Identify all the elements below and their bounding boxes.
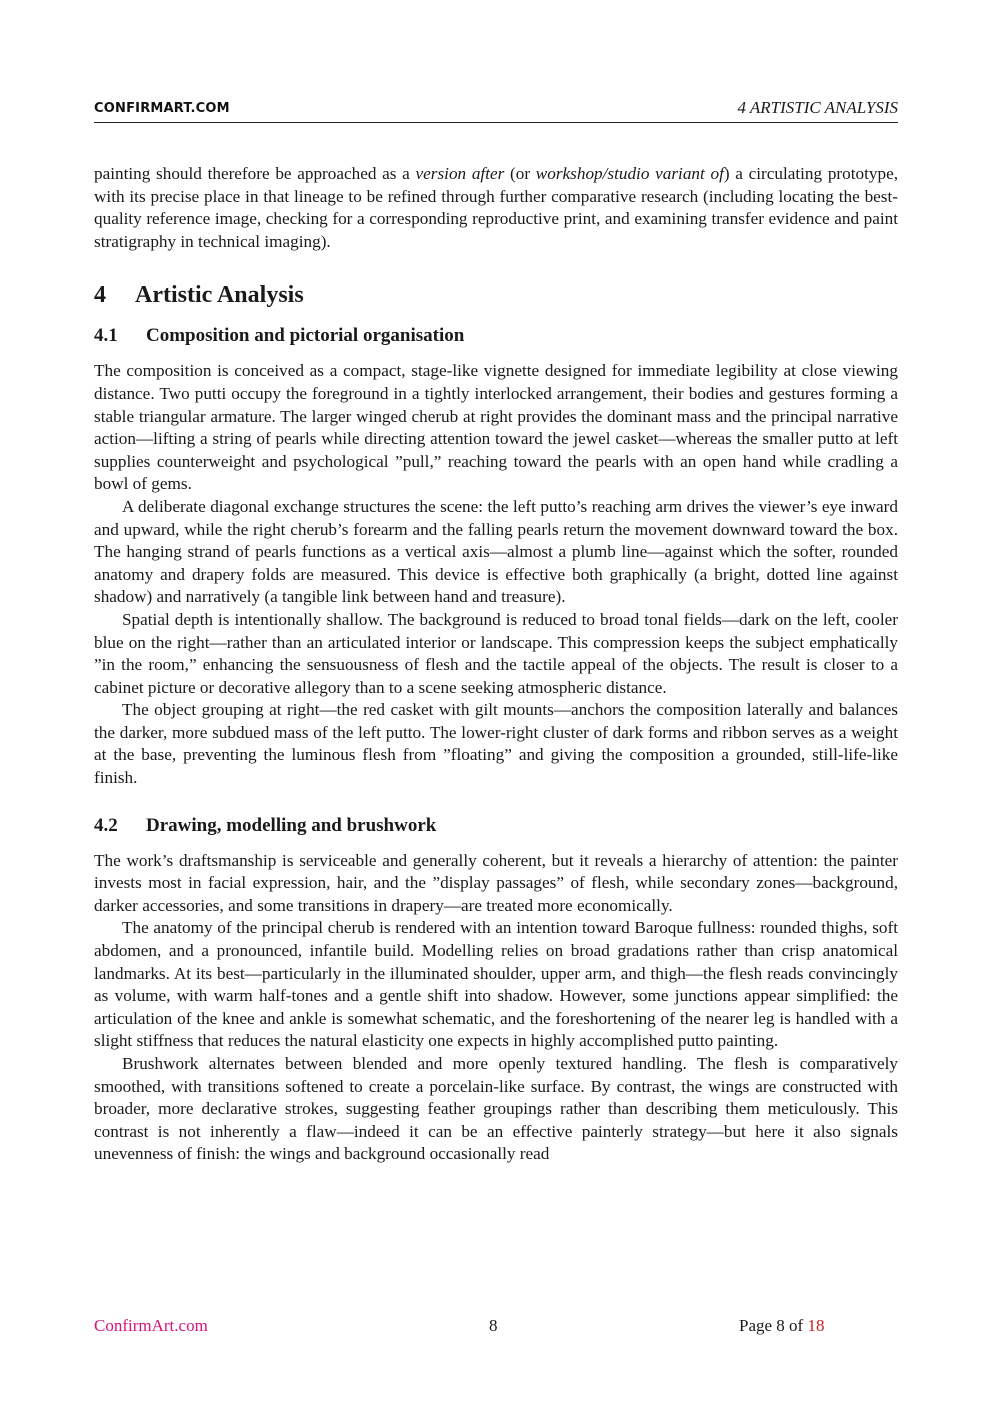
page-footer — [94, 1316, 898, 1338]
paragraph: Brushwork alternates between blended and more openly textured handling. The flesh is comparatively smoothed, with transitions softened to create a porcelain-like surface. By contrast, the wings are constructed with broader, more declarative strokes, suggesting feather groupings rather than describing them meticulously. This contrast is not inherently a flaw—indeed it can be an effective painterly strategy—but here it also signals unevenness of finish: the wings and background occasionally read — [94, 1054, 898, 1164]
paragraph: A deliberate diagonal exchange structures the scene: the left putto’s reaching arm drives the viewer’s eye inward and upward, while the right cherub’s forearm and the falling pearls return the movement downward toward the box. The hanging strand of pearls functions as a vertical axis—almost a plumb line—against which the softer, rounded anatomy and drapery folds are measured. This device is effective both graphically (a bright, dotted line against shadow) and narratively (a tangible link between hand and treasure). — [94, 496, 898, 607]
footer-page-number: 8 — [489, 1316, 498, 1335]
subsection-number: 4.2 — [94, 814, 118, 836]
footer-page-count: Page 8 of 18 — [739, 1316, 825, 1335]
intro-paragraph: painting should therefore be approached as a version after (or workshop/studio variant of) a circulating prototype, with its precise place in that lineage to be refined through further comparative research (including locating the best-quality reference image, checking for a corresponding reproductive print, and examining transfer evidence and paint stratigraphy in technical imaging). — [94, 164, 898, 251]
total-pages-link[interactable]: 18 — [807, 1316, 825, 1335]
paragraph: The work’s draftsmanship is serviceable and generally coherent, but it reveals a hierarchy of attention: the painter invests most in facial expression, hair, and the ”display passages” of flesh, while secondary zones—background, darker accessories, and some transitions in drapery—are treated more economically. — [94, 850, 898, 915]
section-number: 4 — [94, 282, 106, 309]
subsection-number: 4.1 — [94, 325, 118, 347]
page-header — [94, 98, 898, 123]
running-head: 4 ARTISTIC ANALYSIS — [737, 98, 898, 117]
section-heading — [94, 280, 898, 310]
subsection-title: Drawing, modelling and brushwork — [146, 814, 437, 836]
subsection-title: Composition and pictorial organisation — [146, 325, 465, 347]
section-title: Artistic Analysis — [135, 282, 304, 309]
subsection-heading-4-2 — [94, 814, 898, 838]
subsection-heading-4-1 — [94, 324, 898, 348]
document-body — [94, 163, 898, 1166]
paragraph: The object grouping at right—the red casket with gilt mounts—anchors the composition laterally and balances the darker, more subdued mass of the left putto. The lower-right cluster of dark forms and ribbon serves as a weight at the base, preventing the luminous flesh from ”floating” and giving the composition a grounded, still-life-like finish. — [94, 700, 898, 788]
paragraph: The anatomy of the principal cherub is rendered with an intention toward Baroque fullness: rounded thighs, soft abdomen, and a pronounced, infantile build. Modelling relies on broad gradations rather than crisp anatomical landmarks. At its best—particularly in the illuminated shoulder, upper arm, and thigh—the flesh reads convincingly as volume, with warm half-tones and a gentle shift into shadow. However, some junctions appear simplified: the articulation of the knee and ankle is somewhat schematic, and the foreshortening of the nearer leg is handled with a slight stiffness that reduces the natural elasticity one expects in highly accomplished putto painting. — [94, 918, 898, 1051]
paragraph: The composition is conceived as a compact, stage-like vignette designed for immediate legibility at close viewing distance. Two putti occupy the foreground in a tightly interlocked arrangement, their bodies and gestures forming a stable triangular armature. The larger winged cherub at right provides the dominant mass and the principal narrative action—lifting a string of pearls while directing attention toward the jewel casket—whereas the smaller putto at left supplies counterweight and psychological ”pull,” reaching toward the pearls with an open hand while cradling a bowl of gems. — [94, 361, 898, 494]
footer-site-link[interactable]: ConfirmArt.com — [94, 1316, 208, 1335]
site-logo: CONFIRMART.COM — [94, 101, 230, 116]
paragraph: Spatial depth is intentionally shallow. The background is reduced to broad tonal fields—dark on the left, cooler blue on the right—rather than an articulated interior or landscape. This compression keeps the subject emphatically ”in the room,” enhancing the sensuousness of flesh and the tactile appeal of the objects. The result is closer to a cabinet picture or decorative allegory than to a scene seeking atmospheric distance. — [94, 609, 898, 697]
